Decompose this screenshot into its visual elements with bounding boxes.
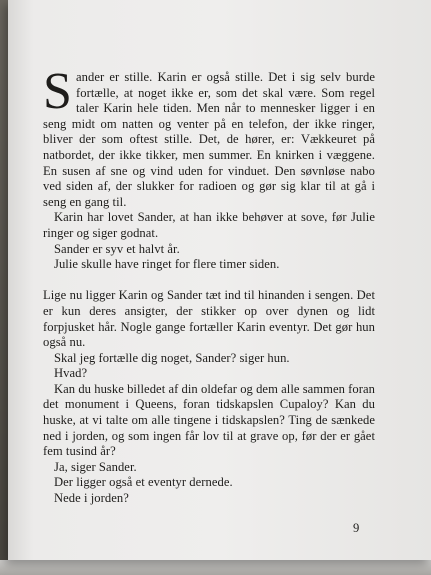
paragraph: Kan du huske billedet af din oldefar og dem alle sammen foran det monument i Queens, foran tidskapslen Cupaloy? Kan du huske, at vi talte om alle tingene i tidskapslen? Ting de sænkede ned i jorden, og som ingen får lov til at grave op, før der er gået fem tusind år? bbox=[43, 381, 375, 459]
page-stack-edge bbox=[0, 560, 431, 575]
section-1 bbox=[43, 210, 375, 272]
page-number: 9 bbox=[353, 521, 360, 535]
opening-paragraph bbox=[43, 63, 375, 210]
page-text bbox=[43, 63, 375, 507]
paragraph: Sander er syv et halvt år. bbox=[54, 241, 180, 256]
section-2 bbox=[43, 288, 375, 506]
book-page bbox=[8, 0, 431, 560]
paragraph: Skal jeg fortælle dig noget, Sander? siger hun. bbox=[54, 350, 290, 365]
drop-cap: S bbox=[43, 63, 72, 120]
paragraph: Karin har lovet Sander, at han ikke behøver at sove, før Julie ringer og siger godnat. bbox=[43, 210, 375, 240]
paragraph: Lige nu ligger Karin og Sander tæt ind til hinanden i sengen. Det er kun deres ansigter, der stikker op over dynen og lidt forpjusket hår. Nogle gange fortæller Karin eventyr. Det gør hun også nu. bbox=[43, 288, 375, 350]
paragraph: Julie skulle have ringet for flere timer siden. bbox=[54, 257, 280, 272]
paragraph: Hvad? bbox=[54, 366, 88, 381]
opening-text: ander er stille. Karin er også stille. Det i sig selv burde fortælle, at noget ikke er, som det skal være. Som regel taler Karin hele tiden. Men når to mennesker ligger i en seng midt om natten og venter på en telefon, der ikke ringer, bliver der som oftest stille. Det, de hører, er: Vækkeuret på natbordet, der ikke tikker, men summer. En knirken i væggene. En susen af sne og vind uden for vinduet. Den søvnløse nabo ved siden af, der slukker for radioen og gør sig klar til at gå i seng en gang til. bbox=[43, 70, 375, 209]
paragraph: Der ligger også et eventyr dernede. bbox=[54, 475, 233, 490]
paragraph: Ja, siger Sander. bbox=[54, 459, 137, 474]
paragraph: Nede i jorden? bbox=[54, 491, 129, 506]
section-break bbox=[43, 273, 375, 289]
